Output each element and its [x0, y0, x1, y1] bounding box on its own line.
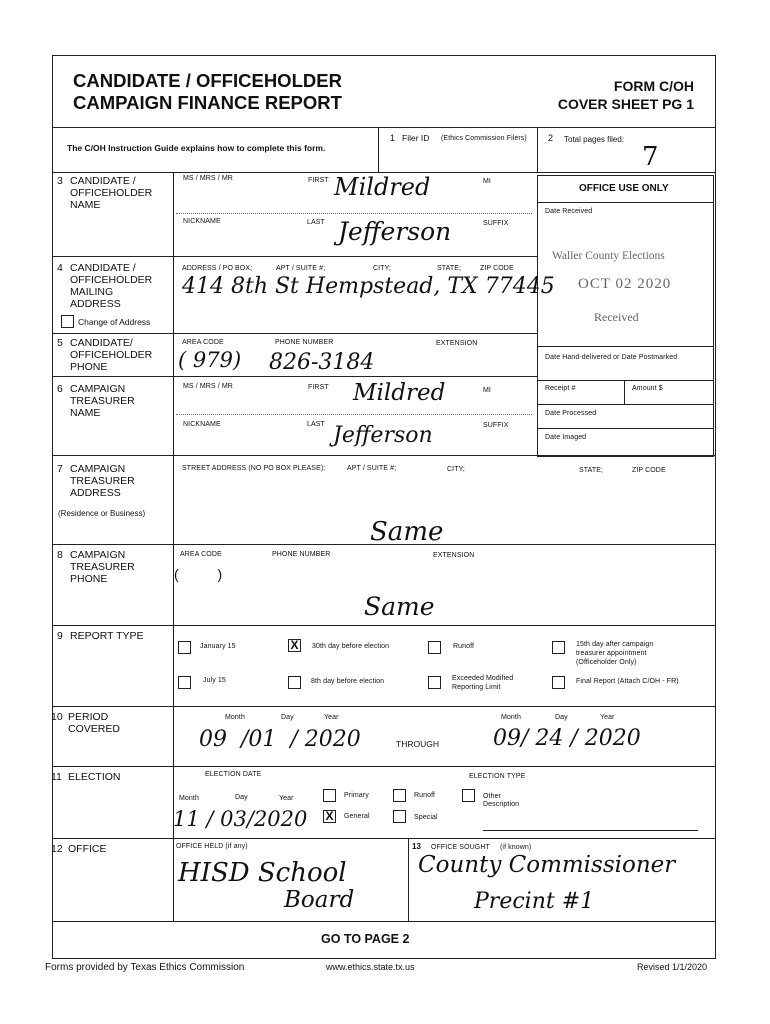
s3-number: 3 — [57, 175, 63, 187]
election-type-special-checkbox[interactable] — [393, 810, 406, 823]
office-held-value1: HISD School — [178, 858, 347, 888]
office-held-value2: Board — [284, 887, 355, 913]
s10-from-day-label: Day — [281, 714, 294, 721]
footer-url: www.ethics.state.tx.us — [326, 962, 415, 972]
report-type-30th-day-checkbox[interactable]: X — [288, 639, 301, 652]
s8-area-label: AREA CODE — [180, 551, 222, 558]
s11-number: 11 — [51, 771, 62, 783]
s6-label1: CAMPAIGN — [70, 383, 126, 395]
report-type-final-checkbox[interactable] — [552, 676, 565, 689]
s11-year-label: Year — [279, 795, 294, 802]
report-type-8th-day-label: 8th day before election — [311, 678, 385, 685]
s3-first-value: Mildred — [334, 173, 431, 201]
election-type-primary-label: Primary — [344, 792, 369, 799]
s7-label1: CAMPAIGN — [70, 463, 126, 475]
pages-divider — [537, 127, 538, 172]
election-type-special-label: Special — [414, 814, 438, 821]
filer-id-label: Filer ID — [402, 133, 430, 143]
s7-state-label: STATE; — [579, 467, 604, 474]
s7-zip-label: ZIP CODE — [632, 467, 666, 474]
s3-label3: NAME — [70, 199, 101, 211]
s5-phone-value: 826-3184 — [269, 350, 375, 375]
date-imaged-label: Date Imaged — [545, 434, 587, 441]
report-type-july15-checkbox[interactable] — [178, 676, 191, 689]
report-type-30th-day-label: 30th day before election — [312, 643, 390, 650]
s8-area-parens: ( ) — [174, 566, 223, 582]
s6-number: 6 — [57, 383, 63, 395]
s7-note: (Residence or Business) — [58, 509, 146, 518]
s6-label3: NAME — [70, 407, 101, 419]
s11-day-label: Day — [235, 794, 248, 801]
filer-id-divider — [378, 127, 379, 172]
s8-label1: CAMPAIGN — [70, 549, 126, 561]
s10-from-month-label: Month — [225, 714, 245, 721]
label-column-divider-a — [173, 172, 174, 455]
s3-first-label: FIRST — [308, 177, 329, 184]
s8-number: 8 — [57, 549, 63, 561]
s6-mi-label: MI — [483, 387, 491, 394]
s6-last-label: LAST — [307, 421, 325, 428]
report-type-exceeded-checkbox[interactable] — [428, 676, 441, 689]
s10-to-day-label: Day — [555, 714, 568, 721]
election-date-label: ELECTION DATE — [205, 771, 262, 778]
office-sought-value2: Precint #1 — [474, 889, 595, 914]
s5-label2: OFFICEHOLDER — [70, 349, 153, 361]
report-type-8th-day-checkbox[interactable] — [288, 676, 301, 689]
election-type-other-label1: Other — [483, 793, 502, 800]
s4-label4: ADDRESS — [70, 298, 121, 310]
amount-label: Amount $ — [632, 385, 663, 392]
s6-first-label: FIRST — [308, 384, 329, 391]
election-type-general-label: General — [344, 813, 370, 820]
pages-label: Total pages filed: — [564, 135, 625, 144]
s4-label3: MAILING — [70, 286, 114, 298]
s3-last-label: LAST — [307, 219, 325, 226]
report-type-runoff-label: Runoff — [453, 643, 475, 650]
s9-number: 9 — [57, 630, 63, 642]
s5-ext-label: EXTENSION — [436, 340, 478, 347]
election-type-other-checkbox[interactable] — [462, 789, 475, 802]
election-date-value: 11 / 03/2020 — [173, 807, 308, 831]
office-sought-note: (if known) — [500, 844, 532, 851]
change-of-address-label: Change of Address — [78, 317, 151, 327]
office-use-title: OFFICE USE ONLY — [579, 183, 669, 194]
stamp-county: Waller County Elections — [552, 250, 665, 262]
office-sought-label: OFFICE SOUGHT — [431, 844, 490, 851]
report-type-january15-label: January 15 — [200, 643, 236, 650]
election-type-runoff-checkbox[interactable] — [393, 789, 406, 802]
s10-from-year-label: Year — [324, 714, 339, 721]
stamp-received: Received — [594, 310, 639, 324]
s5-area-value: ( 979) — [178, 348, 242, 372]
stamp-date: OCT 02 2020 — [578, 276, 672, 292]
s3-mi-label: MI — [483, 178, 491, 185]
s10-from-value: 09 /01 / 2020 — [199, 727, 361, 752]
s4-state-label: STATE; — [437, 265, 462, 272]
filer-id-number: 1 — [390, 133, 396, 143]
instruction-text: The C/OH Instruction Guide explains how to complete this form. — [67, 143, 326, 153]
go-to-page-2: GO TO PAGE 2 — [321, 932, 410, 946]
s7-label3: ADDRESS — [70, 487, 121, 499]
form-title-line2: CAMPAIGN FINANCE REPORT — [73, 92, 342, 113]
s8-phone-label: PHONE NUMBER — [272, 551, 331, 558]
report-type-runoff-checkbox[interactable] — [428, 641, 441, 654]
s10-label1: PERIOD — [68, 711, 109, 723]
election-type-label: ELECTION TYPE — [469, 773, 526, 780]
report-type-exceeded-label1: Exceeded Modified — [452, 675, 514, 682]
s11-month-label: Month — [179, 795, 199, 802]
s5-phone-label: PHONE NUMBER — [275, 339, 334, 346]
s8-phone-value: Same — [364, 592, 435, 621]
hand-delivered-label: Date Hand-delivered or Date Postmarked — [545, 354, 678, 361]
s4-address-value: 414 8th St Hempstead, TX 77445 — [182, 274, 555, 299]
form-cover-sheet: COVER SHEET PG 1 — [557, 96, 694, 112]
report-type-january15-checkbox[interactable] — [178, 641, 191, 654]
s7-address-value: Same — [370, 517, 444, 547]
s11-label: ELECTION — [68, 771, 121, 783]
report-type-exceeded-label2: Reporting Limit — [452, 684, 501, 691]
date-received-label: Date Received — [545, 208, 593, 215]
s5-area-label: AREA CODE — [182, 339, 224, 346]
s6-last-value: Jefferson — [333, 423, 433, 448]
s4-number: 4 — [57, 262, 63, 274]
pages-number: 2 — [548, 133, 554, 143]
s13-number: 13 — [412, 842, 421, 851]
election-type-general-checkbox[interactable]: X — [323, 810, 336, 823]
report-type-final-label: Final Report (Attach C/OH - FR) — [576, 678, 679, 685]
s4-zip-label: ZIP CODE — [480, 265, 514, 272]
s8-label3: PHONE — [70, 573, 108, 585]
filer-id-note: (Ethics Commission Filers) — [441, 135, 527, 142]
s5-number: 5 — [57, 337, 63, 349]
s7-apt-label: APT / SUITE #; — [347, 465, 397, 472]
s10-number: 10 — [51, 711, 63, 723]
pages-value: 7 — [642, 142, 659, 172]
s7-street-label: STREET ADDRESS (NO PO BOX PLEASE); — [182, 465, 326, 472]
election-type-primary-checkbox[interactable] — [323, 789, 336, 802]
s3-label1: CANDIDATE / — [70, 175, 136, 187]
footer-provided-by: Forms provided by Texas Ethics Commission — [45, 962, 245, 973]
s4-city-label: CITY; — [373, 265, 391, 272]
office-held-label: OFFICE HELD (if any) — [176, 843, 248, 850]
label-column-divider-b — [173, 455, 174, 921]
s12-label: OFFICE — [68, 843, 107, 855]
s10-to-month-label: Month — [501, 714, 521, 721]
s10-to-year-label: Year — [600, 714, 615, 721]
s8-ext-label: EXTENSION — [433, 552, 475, 559]
s3-nickname-label: NICKNAME — [183, 218, 221, 225]
election-type-other-label2: Description — [483, 801, 520, 808]
office-sought-value1: County Commissioner — [418, 852, 676, 878]
s7-label2: TREASURER — [70, 475, 135, 487]
election-type-runoff-label: Runoff — [414, 792, 436, 799]
s4-address-label: ADDRESS / PO BOX; — [182, 265, 253, 272]
s10-label2: COVERED — [68, 723, 120, 735]
s3-ms-label: MS / MRS / MR — [183, 175, 233, 182]
office-sought-divider — [408, 838, 409, 921]
s5-label3: PHONE — [70, 361, 108, 373]
s10-to-value: 09/ 24 / 2020 — [493, 726, 641, 751]
report-type-15th-day-label1: 15th day after campaign — [576, 641, 654, 648]
s4-label2: OFFICEHOLDER — [70, 274, 153, 286]
report-type-15th-day-label3: (Officeholder Only) — [576, 659, 637, 666]
s7-city-label: CITY; — [447, 466, 465, 473]
form-title-line1: CANDIDATE / OFFICEHOLDER — [73, 70, 342, 91]
other-description-line — [483, 830, 698, 831]
s6-nickname-label: NICKNAME — [183, 421, 221, 428]
s7-number: 7 — [57, 463, 63, 475]
s4-apt-label: APT / SUITE #; — [276, 265, 326, 272]
s9-label: REPORT TYPE — [70, 630, 144, 642]
s10-through-label: THROUGH — [396, 739, 439, 749]
s3-label2: OFFICEHOLDER — [70, 187, 153, 199]
s6-suffix-label: SUFFIX — [483, 422, 509, 429]
s5-label1: CANDIDATE/ — [70, 337, 133, 349]
s3-suffix-label: SUFFIX — [483, 220, 509, 227]
receipt-label: Receipt # — [545, 385, 576, 392]
footer-revised: Revised 1/1/2020 — [636, 962, 707, 972]
s6-first-value: Mildred — [353, 380, 446, 406]
report-type-15th-day-checkbox[interactable] — [552, 641, 565, 654]
date-processed-label: Date Processed — [545, 410, 597, 417]
s6-ms-label: MS / MRS / MR — [183, 383, 233, 390]
report-type-15th-day-label2: treasurer appointment — [576, 650, 647, 657]
change-of-address-checkbox[interactable] — [61, 315, 74, 328]
s4-label1: CANDIDATE / — [70, 262, 136, 274]
s12-number: 12 — [51, 843, 63, 855]
s6-label2: TREASURER — [70, 395, 135, 407]
s8-label2: TREASURER — [70, 561, 135, 573]
report-type-july15-label: July 15 — [203, 677, 226, 684]
header-divider — [52, 127, 715, 128]
s3-last-value: Jefferson — [338, 217, 452, 246]
form-number: FORM C/OH — [613, 78, 694, 94]
